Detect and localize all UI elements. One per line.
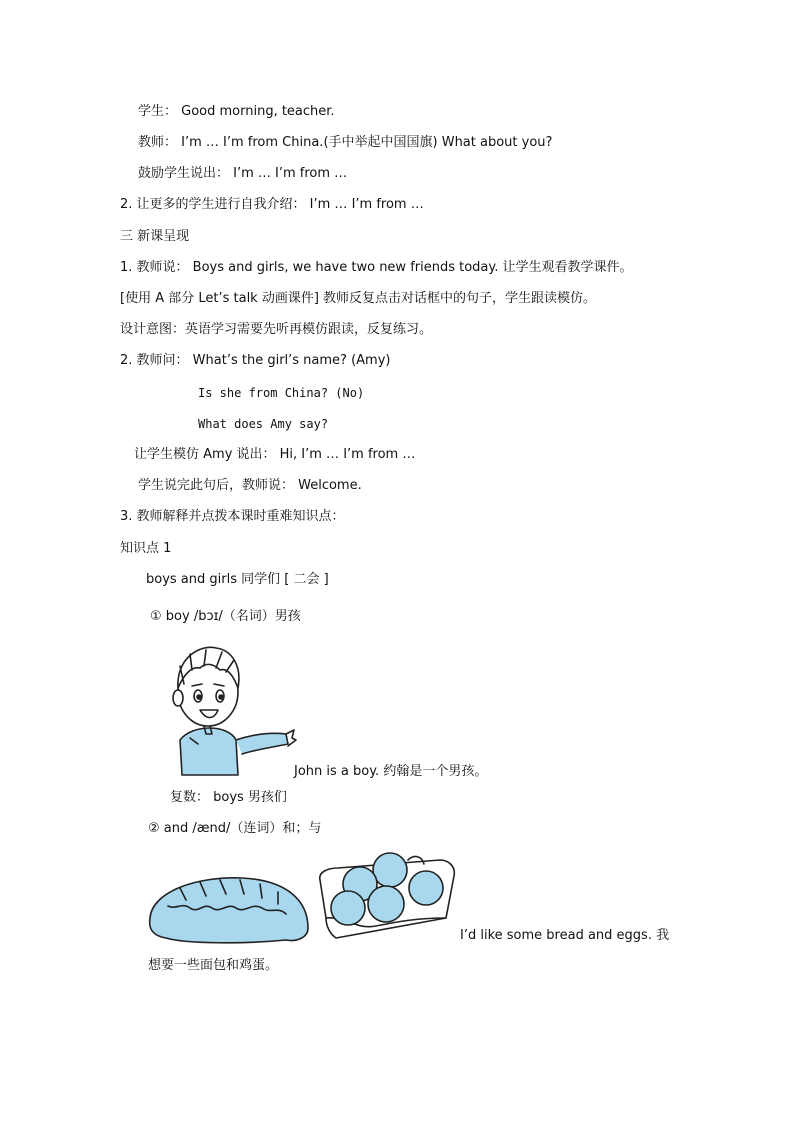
vocab-and: ② and /ænd/（连词）和；与 (148, 821, 322, 836)
knowledge-point-title: 知识点 1 (120, 541, 172, 556)
vocab-boy: ① boy /bɔɪ/（名词）男孩 (150, 609, 301, 624)
bread-illustration (146, 872, 312, 944)
step-2-intro: 2. 让更多的学生进行自我介绍： I’m … I’m from … (120, 197, 424, 212)
dialogue-teacher: 教师： I’m … I’m from China.(手中举起中国国旗) What about you? (138, 135, 553, 150)
example-bread-eggs: I’d like some bread and eggs. 我 (460, 928, 670, 943)
phrase-boys-girls: boys and girls 同学们 [ 二会 ] (146, 572, 329, 587)
example-boy: John is a boy. 约翰是一个男孩。 (294, 764, 488, 779)
boy-illustration (170, 640, 298, 780)
question-say: What does Amy say? (198, 417, 329, 431)
section-heading: 三 新课呈现 (120, 229, 190, 244)
design-intent: 设计意图：英语学习需要先听再模仿跟读，反复练习。 (120, 322, 433, 337)
step-3-explain: 3. 教师解释并点拨本课时重难知识点： (120, 509, 345, 524)
imitate-line: 让学生模仿 Amy 说出： Hi, I’m … I’m from … (134, 447, 416, 462)
step-2-question: 2. 教师问： What’s the girl’s name? (Amy) (120, 353, 391, 368)
encourage-line: 鼓励学生说出： I’m … I’m from … (138, 166, 348, 181)
egg-carton-illustration (316, 846, 458, 942)
example-bread-eggs-cont: 想要一些面包和鸡蛋。 (148, 958, 279, 973)
question-china: Is she from China? (No) (198, 386, 365, 400)
step-1-teacher: 1. 教师说： Boys and girls, we have two new friends today. 让学生观看教学课件。 (120, 260, 633, 275)
welcome-line: 学生说完此句后，教师说： Welcome. (138, 478, 362, 493)
plural-boys: 复数： boys 男孩们 (170, 790, 287, 805)
courseware-note: [使用 A 部分 Let’s talk 动画课件] 教师反复点击对话框中的句子，学生跟读模仿。 (120, 291, 597, 306)
dialogue-student: 学生： Good morning, teacher. (138, 104, 335, 119)
